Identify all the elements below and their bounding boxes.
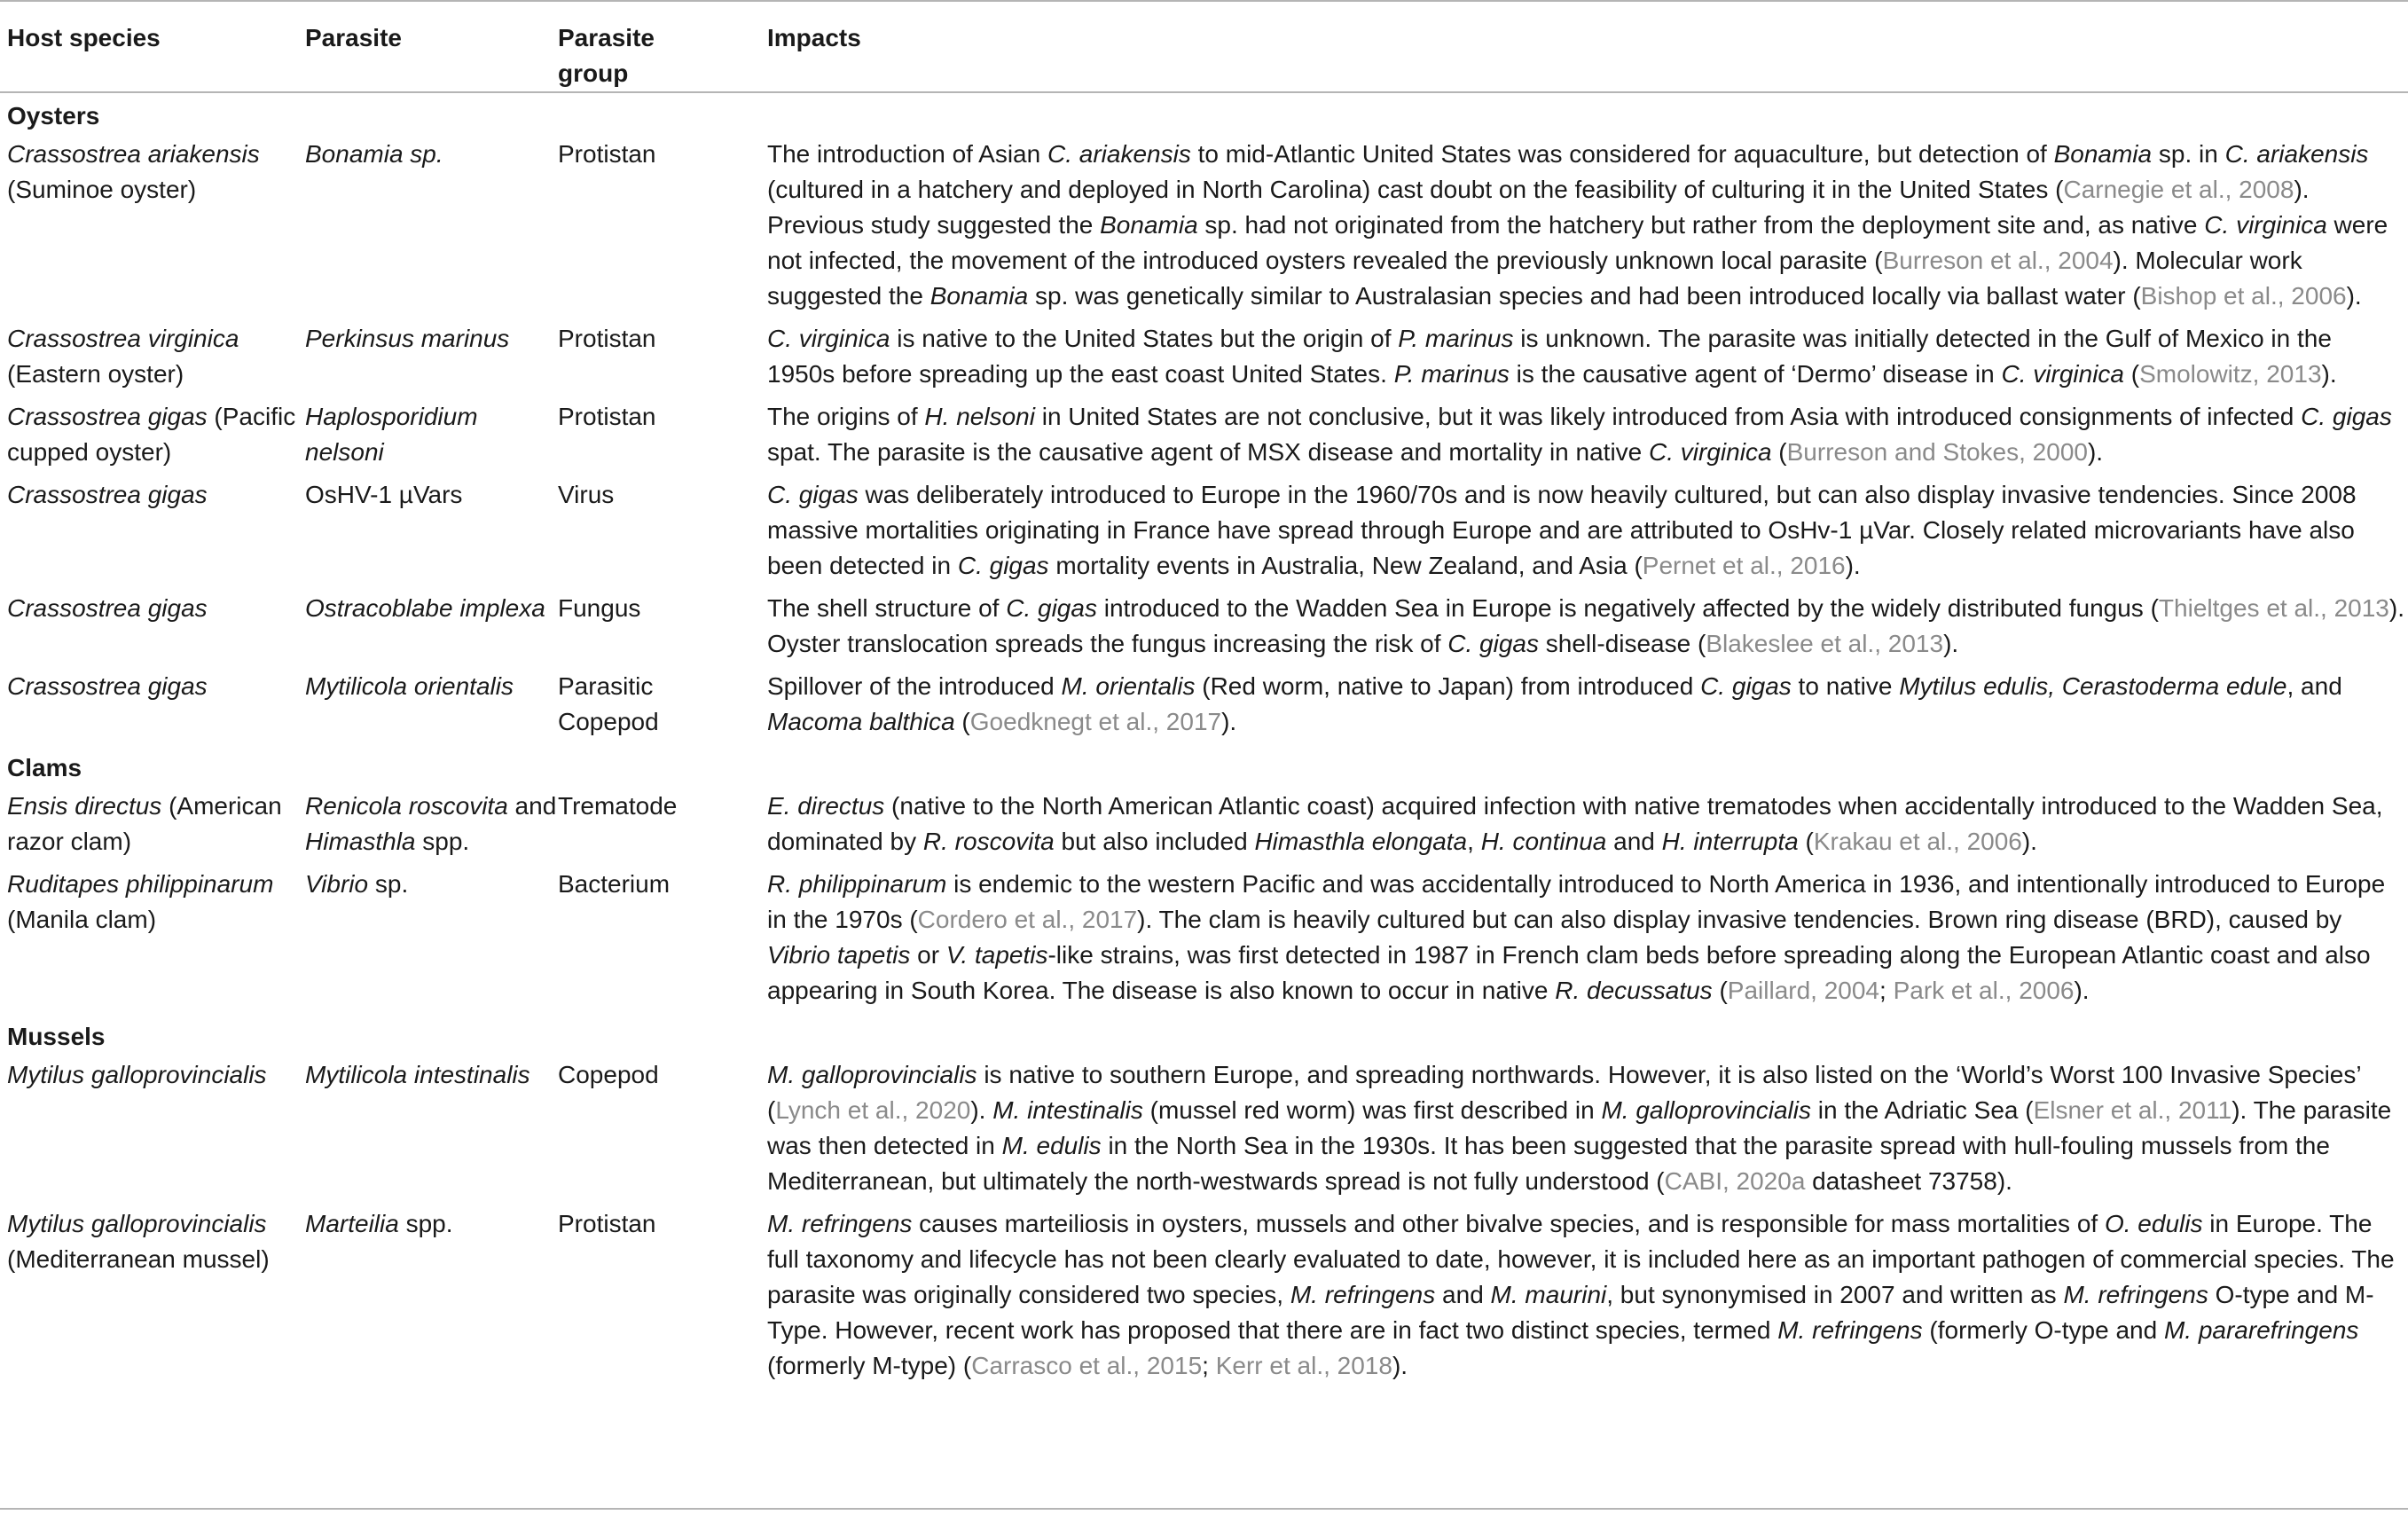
reference-citation: Elsner et al., 2011 — [2033, 1096, 2232, 1124]
impacts-cell — [767, 397, 2408, 475]
reference-citation: Goedknegt et al., 2017 — [969, 708, 1222, 735]
host-common-name: (Eastern oyster) — [7, 360, 184, 388]
species-name: M. pararefringens — [2163, 1316, 2359, 1344]
parasite-group-cell: Copepod — [558, 1061, 659, 1088]
table-row — [0, 475, 2408, 589]
parasite-suffix: spp. — [415, 828, 470, 855]
impact-text: , and — [2286, 672, 2342, 700]
impact-text: ). — [2021, 828, 2037, 855]
host-species-name: Crassostrea gigas — [7, 672, 208, 700]
reference-citation: Burreson and Stokes, 2000 — [1786, 438, 2088, 466]
table-body — [0, 92, 2408, 1389]
host-species-name: Ensis directus — [7, 792, 162, 820]
impact-text: sp. was genetically similar to Australasian species and had been introduced locally via ballast water ( — [1028, 282, 2141, 310]
parasite-cell — [305, 667, 558, 745]
parasite-group-cell: Parasitic Copepod — [558, 672, 659, 735]
impacts-cell — [767, 135, 2408, 319]
parasite-cell — [305, 589, 558, 667]
impact-text: is the causative agent of ‘Dermo’ disease in — [1509, 360, 2002, 388]
reference-citation: Thieltges et al., 2013 — [2158, 594, 2389, 622]
impacts-cell — [767, 319, 2408, 397]
impact-text: (native to the North American Atlantic coast) acquired infection with native trematodes when accidentally introduced to the Wadden Sea, dominated by — [767, 792, 2383, 855]
species-name: M. orientalis — [1061, 672, 1196, 700]
impact-text: -like strains, was first detected in 1987 in French clam beds before spreading along the European Atlantic coast and also appearing in South Korea. The disease is also known to occur in native — [767, 941, 2371, 1004]
section-row — [0, 92, 2408, 135]
impact-text: ; — [1879, 977, 1894, 1004]
host-common-name: (Mediterranean mussel) — [7, 1245, 270, 1273]
table-row — [0, 787, 2408, 865]
impact-text: but also included — [1054, 828, 1255, 855]
parasite-name: Mytilicola intestinalis — [305, 1061, 530, 1088]
species-name: M. refringens — [1777, 1316, 1923, 1344]
parasite-group-cell: Trematode — [558, 792, 678, 820]
species-name: R. decussatus — [1555, 977, 1713, 1004]
impact-text: and — [1606, 828, 1662, 855]
table-bottom-rule — [0, 1508, 2408, 1510]
impact-text: (formerly O-type and — [1922, 1316, 2164, 1344]
impact-text: ). — [2321, 360, 2337, 388]
impact-text: introduced to the Wadden Sea in Europe is negatively affected by the widely distributed fungus ( — [1096, 594, 2159, 622]
reference-citation: Blakeslee et al., 2013 — [1706, 630, 1944, 657]
section-title: Mussels — [7, 1023, 106, 1050]
reference-citation: Park et al., 2006 — [1893, 977, 2075, 1004]
impact-text: Spillover of the introduced — [767, 672, 1062, 700]
impact-text: is endemic to the western Pacific and was accidentally introduced to North America in 1936, and intentionally introduced to Europe in the 1970s ( — [767, 870, 2386, 933]
impacts-cell — [767, 589, 2408, 667]
species-name: Himasthla elongata — [1254, 828, 1468, 855]
impact-text: ; — [1202, 1352, 1216, 1379]
section-row — [0, 1014, 2408, 1056]
parasite-group-cell: Bacterium — [558, 870, 671, 898]
impact-text: is native to the United States but the origin of — [890, 325, 1399, 352]
impact-text: and — [1435, 1281, 1491, 1308]
impact-text: in the North Sea in the 1930s. It has been suggested that the parasite spread with hull-fouling mussels from the Mediterranean, but ultimately the north-westwards spread is not fully understood ( — [767, 1132, 2330, 1195]
impact-text: (formerly M-type) ( — [767, 1352, 972, 1379]
table-row — [0, 667, 2408, 745]
impact-text: The origins of — [767, 403, 925, 430]
reference-citation: Smolowitz, 2013 — [2139, 360, 2322, 388]
host-species-cell — [0, 397, 305, 475]
host-species-cell — [0, 1056, 305, 1205]
impacts-cell — [767, 1056, 2408, 1205]
host-species-name: Crassostrea ariakensis — [7, 140, 260, 168]
species-name: M. edulis — [1001, 1132, 1102, 1159]
impact-text: ). — [1392, 1352, 1408, 1379]
impact-text: ). Previous study suggested the — [767, 176, 2310, 239]
header-parasite-group: Parasite group — [558, 1, 767, 92]
reference-citation: CABI, 2020a — [1664, 1167, 1806, 1195]
impact-text: , but synonymised in 2007 and written as — [1606, 1281, 2064, 1308]
parasite-name: Perkinsus marinus — [305, 325, 510, 352]
parasite-cell — [305, 787, 558, 865]
host-species-name: Crassostrea gigas — [7, 403, 208, 430]
host-species-cell — [0, 589, 305, 667]
impact-text: datasheet 73758). — [1805, 1167, 2012, 1195]
species-name: H. continua — [1480, 828, 1607, 855]
impact-text: were not infected, the movement of the introduced oysters revealed the previously unknown local parasite ( — [767, 211, 2388, 274]
impact-text: ). — [1221, 708, 1237, 735]
impact-text: ). Molecular work suggested the — [767, 247, 2302, 310]
parasite-cell — [305, 1056, 558, 1205]
section-title: Clams — [7, 754, 82, 781]
parasite-cell — [305, 865, 558, 1014]
impact-text: ). Oyster translocation spreads the fungus increasing the risk of — [767, 594, 2404, 657]
impact-text: spat. The parasite is the causative agent of MSX disease and mortality in native — [767, 438, 1650, 466]
impact-text: ). The parasite was then detected in — [767, 1096, 2392, 1159]
species-name: C. gigas — [1006, 594, 1097, 622]
parasite-group-cell: Protistan — [558, 1210, 656, 1237]
host-species-cell — [0, 787, 305, 865]
host-species-name: Mytilus galloprovincialis — [7, 1061, 267, 1088]
parasite-suffix: sp. — [368, 870, 409, 898]
host-common-name: (Pacific cupped oyster) — [7, 403, 296, 466]
parasite-suffix: spp. — [398, 1210, 453, 1237]
impact-text: is native to southern Europe, and spreading northwards. However, it is also listed on the ‘World’s Worst 100 Invasive Species’ ( — [767, 1061, 2361, 1124]
impacts-cell — [767, 787, 2408, 865]
impact-text: in Europe. The full taxonomy and lifecycle has not been clearly evaluated to date, however, it is included here as an important pathogen of commercial species. The parasite was originally considered two species, — [767, 1210, 2395, 1308]
host-species-cell — [0, 135, 305, 319]
impact-text: , — [1467, 828, 1481, 855]
impact-text: ). The clam is heavily cultured but can also display invasive tendencies. Brown ring disease (BRD), caused by — [1137, 906, 2342, 933]
host-species-cell — [0, 319, 305, 397]
species-name: Macoma balthica — [767, 708, 955, 735]
impact-text: The introduction of Asian — [767, 140, 1047, 168]
parasite-group-cell: Virus — [558, 481, 615, 508]
table-header — [0, 1, 2408, 92]
species-name: Bonamia — [2053, 140, 2153, 168]
impact-text: The shell structure of — [767, 594, 1007, 622]
table-row — [0, 397, 2408, 475]
species-name: C. gigas — [767, 481, 859, 508]
species-name: M. galloprovincialis — [767, 1061, 977, 1088]
reference-citation: Burreson et al., 2004 — [1882, 247, 2114, 274]
parasite-name: Renicola roscovita — [305, 792, 508, 820]
impact-text: ). — [1845, 552, 1861, 579]
parasite-group-cell: Protistan — [558, 325, 656, 352]
impact-text: to native — [1791, 672, 1900, 700]
impact-text: ( — [1798, 828, 1814, 855]
host-species-cell — [0, 667, 305, 745]
host-species-name: Crassostrea gigas — [7, 594, 208, 622]
parasite-cell — [305, 319, 558, 397]
reference-citation: Pernet et al., 2016 — [1642, 552, 1846, 579]
species-name: R. roscovita — [922, 828, 1055, 855]
parasite-name: Haplosporidium nelsoni — [305, 403, 478, 466]
host-species-cell — [0, 865, 305, 1014]
parasite-name: Bonamia sp. — [305, 140, 443, 168]
species-name: P. marinus — [1393, 360, 1510, 388]
impact-text: in the Adriatic Sea ( — [1810, 1096, 2034, 1124]
species-name: Vibrio tapetis — [767, 941, 911, 969]
host-species-cell — [0, 1205, 305, 1389]
impacts-cell — [767, 667, 2408, 745]
species-name: H. nelsoni — [924, 403, 1035, 430]
impacts-cell — [767, 1205, 2408, 1389]
table-row — [0, 1056, 2408, 1205]
species-name: V. tapetis — [945, 941, 1048, 969]
parasite-name: Ostracoblabe implexa — [305, 594, 545, 622]
impact-text: (Red worm, native to Japan) from introduced — [1195, 672, 1701, 700]
parasite-cell — [305, 397, 558, 475]
impact-text: O-type and M-Type. However, recent work has proposed that there are in fact two distinct species, termed — [767, 1281, 2374, 1344]
host-common-name: (Suminoe oyster) — [7, 176, 197, 203]
parasite-cell — [305, 475, 558, 589]
impact-text: ). — [2074, 977, 2090, 1004]
species-name: C. ariakensis — [1047, 140, 1191, 168]
species-name: C. ariakensis — [2224, 140, 2369, 168]
species-name: M. galloprovincialis — [1601, 1096, 1811, 1124]
table-row — [0, 589, 2408, 667]
impact-text: is unknown. The parasite was initially detected in the Gulf of Mexico in the 1950s before spreading up the east coast United States. — [767, 325, 2332, 388]
header-parasite: Parasite — [305, 1, 558, 92]
impact-text: mortality events in Australia, New Zealand, and Asia ( — [1048, 552, 1643, 579]
reference-citation: Carnegie et al., 2008 — [2063, 176, 2294, 203]
host-common-name: (American razor clam) — [7, 792, 282, 855]
species-name: Bonamia — [929, 282, 1029, 310]
parasite-name-secondary: Himasthla — [305, 828, 416, 855]
species-name: C. gigas — [1700, 672, 1792, 700]
impact-text: or — [910, 941, 946, 969]
section-title: Oysters — [7, 102, 100, 130]
host-common-name: (Manila clam) — [7, 906, 157, 933]
parasite-group-cell: Protistan — [558, 140, 656, 168]
parasite-cell — [305, 135, 558, 319]
host-species-name: Ruditapes philippinarum — [7, 870, 274, 898]
parasite-name: Vibrio — [305, 870, 369, 898]
host-species-cell — [0, 475, 305, 589]
impact-text: in United States are not conclusive, but it was likely introduced from Asia with introduced consignments of infected — [1034, 403, 2302, 430]
reference-citation: Lynch et al., 2020 — [775, 1096, 971, 1124]
reference-citation: Krakau et al., 2006 — [1813, 828, 2022, 855]
impact-text: to mid-Atlantic United States was considered for aquaculture, but detection of — [1190, 140, 2054, 168]
species-name: C. gigas — [957, 552, 1049, 579]
table-row — [0, 319, 2408, 397]
species-name: M. refringens — [1290, 1281, 1436, 1308]
impact-text: causes marteiliosis in oysters, mussels and other bivalve species, and is responsible for mass mortalities of — [912, 1210, 2105, 1237]
table-row — [0, 1205, 2408, 1389]
species-name: M. maurini — [1490, 1281, 1607, 1308]
impact-text: ( — [1771, 438, 1787, 466]
species-name: C. virginica — [2204, 211, 2327, 239]
species-name: C. virginica — [2001, 360, 2124, 388]
parasite-name: Mytilicola orientalis — [305, 672, 514, 700]
species-name: O. edulis — [2104, 1210, 2203, 1237]
parasite-name: Marteilia — [305, 1210, 399, 1237]
species-name: E. directus — [767, 792, 885, 820]
impact-text: sp. in — [2152, 140, 2225, 168]
impact-text: (mussel red worm) was first described in — [1142, 1096, 1602, 1124]
parasite-group-cell: Protistan — [558, 403, 656, 430]
section-row — [0, 745, 2408, 787]
species-name: C. virginica — [1649, 438, 1772, 466]
header-host-species: Host species — [0, 1, 305, 92]
impact-text: ). — [1943, 630, 1959, 657]
impacts-cell — [767, 475, 2408, 589]
species-name: R. philippinarum — [767, 870, 947, 898]
impact-text: ( — [2123, 360, 2140, 388]
impact-text: (cultured in a hatchery and deployed in North Carolina) cast doubt on the feasibility of culturing it in the United States ( — [767, 176, 2064, 203]
species-name: Mytilus edulis, Cerastoderma edule — [1899, 672, 2287, 700]
species-name: M. intestinalis — [992, 1096, 1143, 1124]
reference-citation: Bishop et al., 2006 — [2140, 282, 2347, 310]
impact-text: sp. had not originated from the hatchery but rather from the deployment site and, as native — [1197, 211, 2205, 239]
parasite-group-cell: Fungus — [558, 594, 641, 622]
impact-text: ). — [2346, 282, 2362, 310]
species-name: Bonamia — [1100, 211, 1198, 239]
impacts-cell — [767, 865, 2408, 1014]
host-species-name: Mytilus galloprovincialis — [7, 1210, 267, 1237]
impact-text: was deliberately introduced to Europe in the 1960/70s and is now heavily cultured, but can also display invasive tendencies. Since 2008 massive mortalities originating in France have spread through Europe and are attributed to OsHv-1 µVar. Closely related microvariants have also been detected in — [767, 481, 2357, 579]
species-name: H. interrupta — [1661, 828, 1799, 855]
table-row — [0, 135, 2408, 319]
species-name: M. refringens — [767, 1210, 913, 1237]
impact-text: ( — [954, 708, 970, 735]
impact-text: ). — [970, 1096, 993, 1124]
host-species-name: Crassostrea gigas — [7, 481, 208, 508]
parasite-conjunction: and — [507, 792, 557, 820]
reference-citation: Paillard, 2004 — [1727, 977, 1880, 1004]
species-name: C. gigas — [1447, 630, 1539, 657]
species-name: P. marinus — [1398, 325, 1514, 352]
parasite-cell — [305, 1205, 558, 1389]
species-name: C. gigas — [2301, 403, 2392, 430]
impact-text: ). — [2087, 438, 2104, 466]
species-name: M. refringens — [2063, 1281, 2208, 1308]
species-name: C. virginica — [767, 325, 890, 352]
reference-citation: Carrasco et al., 2015 — [971, 1352, 1203, 1379]
host-species-name: Crassostrea virginica — [7, 325, 239, 352]
impact-text: ( — [1712, 977, 1728, 1004]
impact-text: shell-disease ( — [1539, 630, 1706, 657]
table-row — [0, 865, 2408, 1014]
parasite-name: OsHV-1 µVars — [305, 481, 463, 508]
reference-citation: Kerr et al., 2018 — [1215, 1352, 1392, 1379]
header-impacts: Impacts — [767, 1, 2408, 92]
reference-citation: Cordero et al., 2017 — [917, 906, 1138, 933]
